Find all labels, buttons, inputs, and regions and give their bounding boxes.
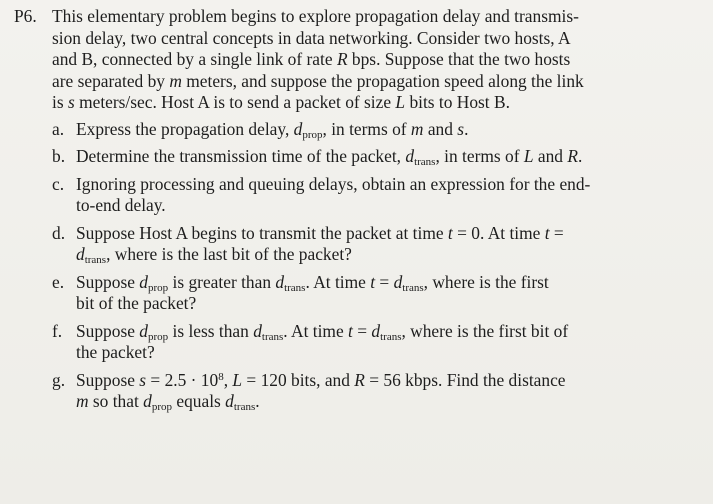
problem-item-c: [14, 174, 704, 217]
item-label: b.: [52, 146, 66, 166]
problem-item-e: [14, 272, 704, 315]
problem-item-b: [14, 146, 704, 168]
problem-p6: [14, 6, 704, 419]
intro-line: sion delay, two central concepts in data networking. Consider two hosts, A: [52, 27, 571, 48]
intro-line: is s meters/sec. Host A is to send a packet of size L bits to Host B.: [52, 92, 510, 112]
item-label: d.: [52, 222, 66, 243]
problem-item-g: [14, 370, 704, 413]
problem-item-f: [14, 321, 704, 364]
item-text-line: Express the propagation delay, $d_{prop}$, in terms of m and s.: [76, 118, 469, 141]
item-text-line: bit of the packet?: [76, 293, 197, 313]
problem-item-d: [14, 223, 704, 266]
item-text-line: Determine the transmission time of the packet, $d_{trans}$, in terms of L and R.: [76, 146, 583, 168]
item-label: a.: [52, 118, 65, 139]
item-label: f.: [52, 320, 63, 341]
item-text-line: Suppose $d_{prop}$ is greater than $d_{trans}$. At time $t = d_{trans}$, where is the first: [76, 271, 549, 294]
intro-line: This elementary problem begins to explore propagation delay and transmis-: [52, 6, 579, 26]
item-text-line: Suppose Host A begins to transmit the packet at time t = 0. At time t =: [76, 222, 564, 243]
item-text-line: to-end delay.: [76, 195, 166, 215]
problem-items: [14, 119, 704, 413]
item-label: e.: [52, 271, 65, 292]
intro-text: [52, 6, 704, 114]
item-text-line: Ignoring processing and queuing delays, obtain an expression for the end-: [76, 173, 591, 194]
item-text-line: m so that $d_{prop}$ equals $d_{trans}$.: [76, 391, 260, 413]
item-text-line: $d_{trans}$, where is the last bit of the packet?: [76, 244, 352, 266]
item-label: c.: [52, 173, 65, 194]
problem-item-a: [14, 119, 704, 141]
intro-line: are separated by m meters, and suppose the propagation speed along the link: [52, 70, 584, 91]
item-text-line: the packet?: [76, 342, 155, 362]
item-text-line: Suppose $d_{prop}$ is less than $d_{trans}$. At time $t = d_{trans}$, where is the first bit of: [76, 320, 569, 343]
intro-line: and B, connected by a single link of rate R bps. Suppose that the two hosts: [52, 49, 571, 69]
item-label: g.: [52, 369, 66, 390]
item-text-line: Suppose $s = 2.5 \cdot 10^8$, L = 120 bits, and R = 56 kbps. Find the distance: [76, 369, 566, 390]
problem-number: P6.: [14, 6, 37, 26]
problem-intro: [14, 6, 704, 114]
